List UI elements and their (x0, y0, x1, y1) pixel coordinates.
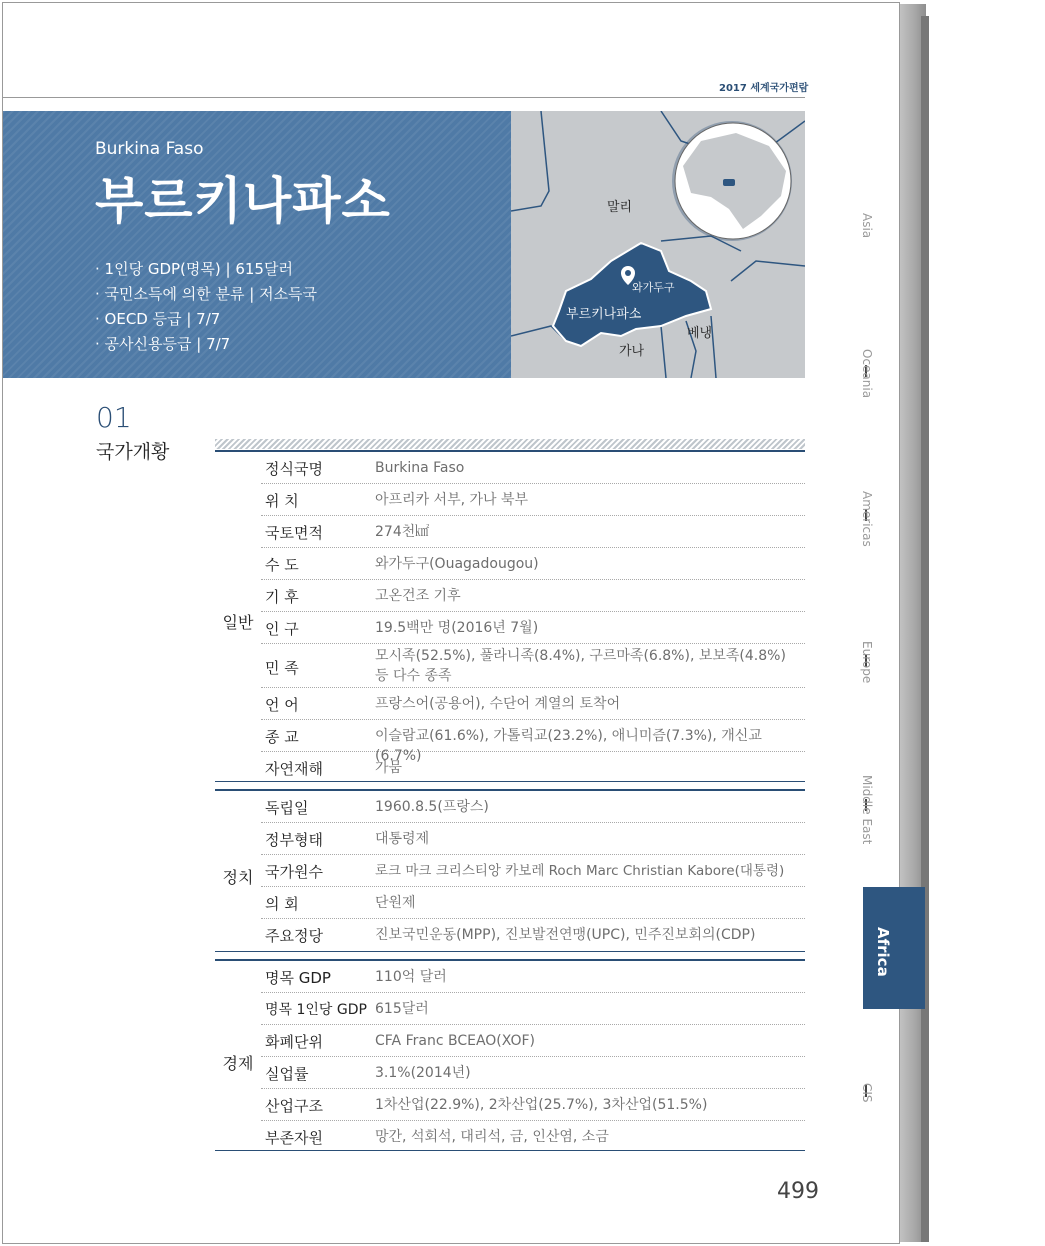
info-row (261, 580, 805, 612)
row-label: 종 교 (265, 728, 299, 746)
row-value: 615달러 (375, 1001, 429, 1017)
row-value: 대통령제 (375, 831, 430, 847)
fact-gdp: · 1인당 GDP(명목) | 615달러 (95, 260, 293, 278)
info-row (261, 919, 805, 949)
section-title: 국가개황 (96, 441, 170, 463)
row-label: 민 족 (265, 659, 299, 677)
tab-asia[interactable]: Asia (860, 213, 874, 239)
row-label: 기 후 (265, 588, 299, 606)
fact-oecd: · OECD 등급 | 7/7 (95, 310, 221, 328)
info-row (261, 887, 805, 919)
label-country: 부르키나파소 (566, 307, 642, 322)
row-label: 국토면적 (265, 524, 323, 542)
row-label: 명목 1인당 GDP (265, 1002, 367, 1018)
info-row (261, 1121, 805, 1151)
info-row (261, 791, 805, 823)
info-row (261, 688, 805, 720)
row-value: 110억 달러 (375, 969, 447, 985)
info-row (261, 720, 805, 764)
tab-middle-east[interactable]: Middle East (860, 775, 874, 845)
info-row (261, 855, 805, 887)
row-label: 인 구 (265, 620, 299, 638)
row-value: 1차산업(22.9%), 2차산업(25.7%), 3차산업(51.5%) (375, 1097, 708, 1113)
group-category: 일반 (222, 613, 254, 632)
row-label: 정부형태 (265, 831, 323, 849)
country-name-en: Burkina Faso (95, 139, 204, 159)
info-row (261, 644, 805, 688)
row-value: 고온건조 기후 (375, 588, 461, 604)
row-value: 와가두구(Ouagadougou) (375, 556, 539, 572)
tab-oceania[interactable]: Oceania (860, 349, 874, 399)
info-row (261, 516, 805, 548)
tab-americas[interactable]: Americas (860, 491, 874, 547)
row-value: 274천㎢ (375, 524, 430, 540)
row-label: 화폐단위 (265, 1033, 323, 1051)
row-value: 단원제 (375, 895, 416, 911)
group-divider (215, 781, 805, 782)
label-capital: 와가두구 (632, 281, 675, 294)
row-value: 모시족(52.5%), 풀라니족(8.4%), 구르마족(6.8%), 보보족(4.8%) 등 다수 종족 (375, 648, 786, 684)
row-label: 위 치 (265, 492, 299, 510)
info-group-politics (215, 789, 805, 952)
group-divider (215, 951, 805, 952)
info-row (261, 1057, 805, 1089)
row-value: 19.5백만 명(2016년 7월) (375, 620, 539, 636)
page-number: 499 (777, 1179, 819, 1204)
row-label: 정식국명 (265, 460, 323, 478)
location-map (511, 111, 805, 378)
row-value: 로크 마크 크리스티앙 카보레 Roch Marc Christian Kabore(대통령) (375, 863, 785, 879)
table-header-hatch (215, 439, 805, 449)
row-label: 국가원수 (265, 863, 323, 881)
label-ghana: 가나 (619, 344, 645, 359)
header-rule (3, 97, 805, 98)
info-group-general (215, 450, 805, 783)
row-label: 자연재해 (265, 760, 323, 778)
info-row (261, 548, 805, 580)
row-label: 부존자원 (265, 1129, 323, 1147)
row-label: 주요정당 (265, 927, 323, 945)
row-label: 의 회 (265, 895, 299, 913)
info-group-economy (215, 959, 805, 1152)
tab-europe[interactable]: Europe (860, 641, 874, 684)
row-value: 망간, 석회석, 대리석, 금, 인산염, 소금 (375, 1129, 609, 1145)
info-row (261, 961, 805, 993)
row-label: 명목 GDP (265, 969, 331, 987)
fact-income-class: · 국민소득에 의한 분류 | 저소득국 (95, 285, 318, 303)
info-row (261, 1025, 805, 1057)
group-category: 정치 (222, 868, 254, 887)
info-row (261, 993, 805, 1025)
table-bottom-rule (215, 1150, 805, 1151)
book-spine-shadow (921, 16, 929, 1242)
row-value: 프랑스어(공용어), 수단어 계열의 토착어 (375, 696, 621, 712)
row-value: 1960.8.5(프랑스) (375, 799, 489, 815)
row-label: 산업구조 (265, 1097, 323, 1115)
tab-africa[interactable]: Africa (863, 887, 925, 1009)
country-name-ko: 부르키나파소 (95, 172, 391, 230)
info-row (261, 752, 805, 782)
row-label: 언 어 (265, 696, 299, 714)
label-mali: 말리 (607, 200, 633, 215)
page (2, 2, 900, 1244)
group-category: 경제 (222, 1054, 254, 1073)
info-row (261, 823, 805, 855)
info-row (261, 484, 805, 516)
row-value: 아프리카 서부, 가나 북부 (375, 492, 529, 508)
row-label: 실업률 (265, 1065, 309, 1083)
tab-cis[interactable]: CIS (860, 1083, 874, 1103)
row-label: 독립일 (265, 799, 309, 817)
section-number: 01 (96, 401, 132, 434)
row-value: CFA Franc BCEAO(XOF) (375, 1033, 535, 1049)
key-facts (95, 257, 317, 357)
label-benin: 베냉 (687, 326, 713, 341)
row-value: 이슬람교(61.6%), 가톨릭교(23.2%), 애니미즘(7.3%), 개신교(6.7%) (375, 728, 762, 764)
row-value: 진보국민운동(MPP), 진보발전연맹(UPC), 민주진보회의(CDP) (375, 927, 756, 943)
row-label: 수 도 (265, 556, 299, 574)
row-value: Burkina Faso (375, 460, 465, 476)
row-value: 가뭄 (375, 760, 403, 776)
fact-credit: · 공사신용등급 | 7/7 (95, 335, 231, 353)
info-row (261, 452, 805, 484)
info-row (261, 1089, 805, 1121)
info-row (261, 612, 805, 644)
running-head: 2017 세계국가편람 (719, 83, 809, 94)
row-value: 3.1%(2014년) (375, 1065, 471, 1081)
